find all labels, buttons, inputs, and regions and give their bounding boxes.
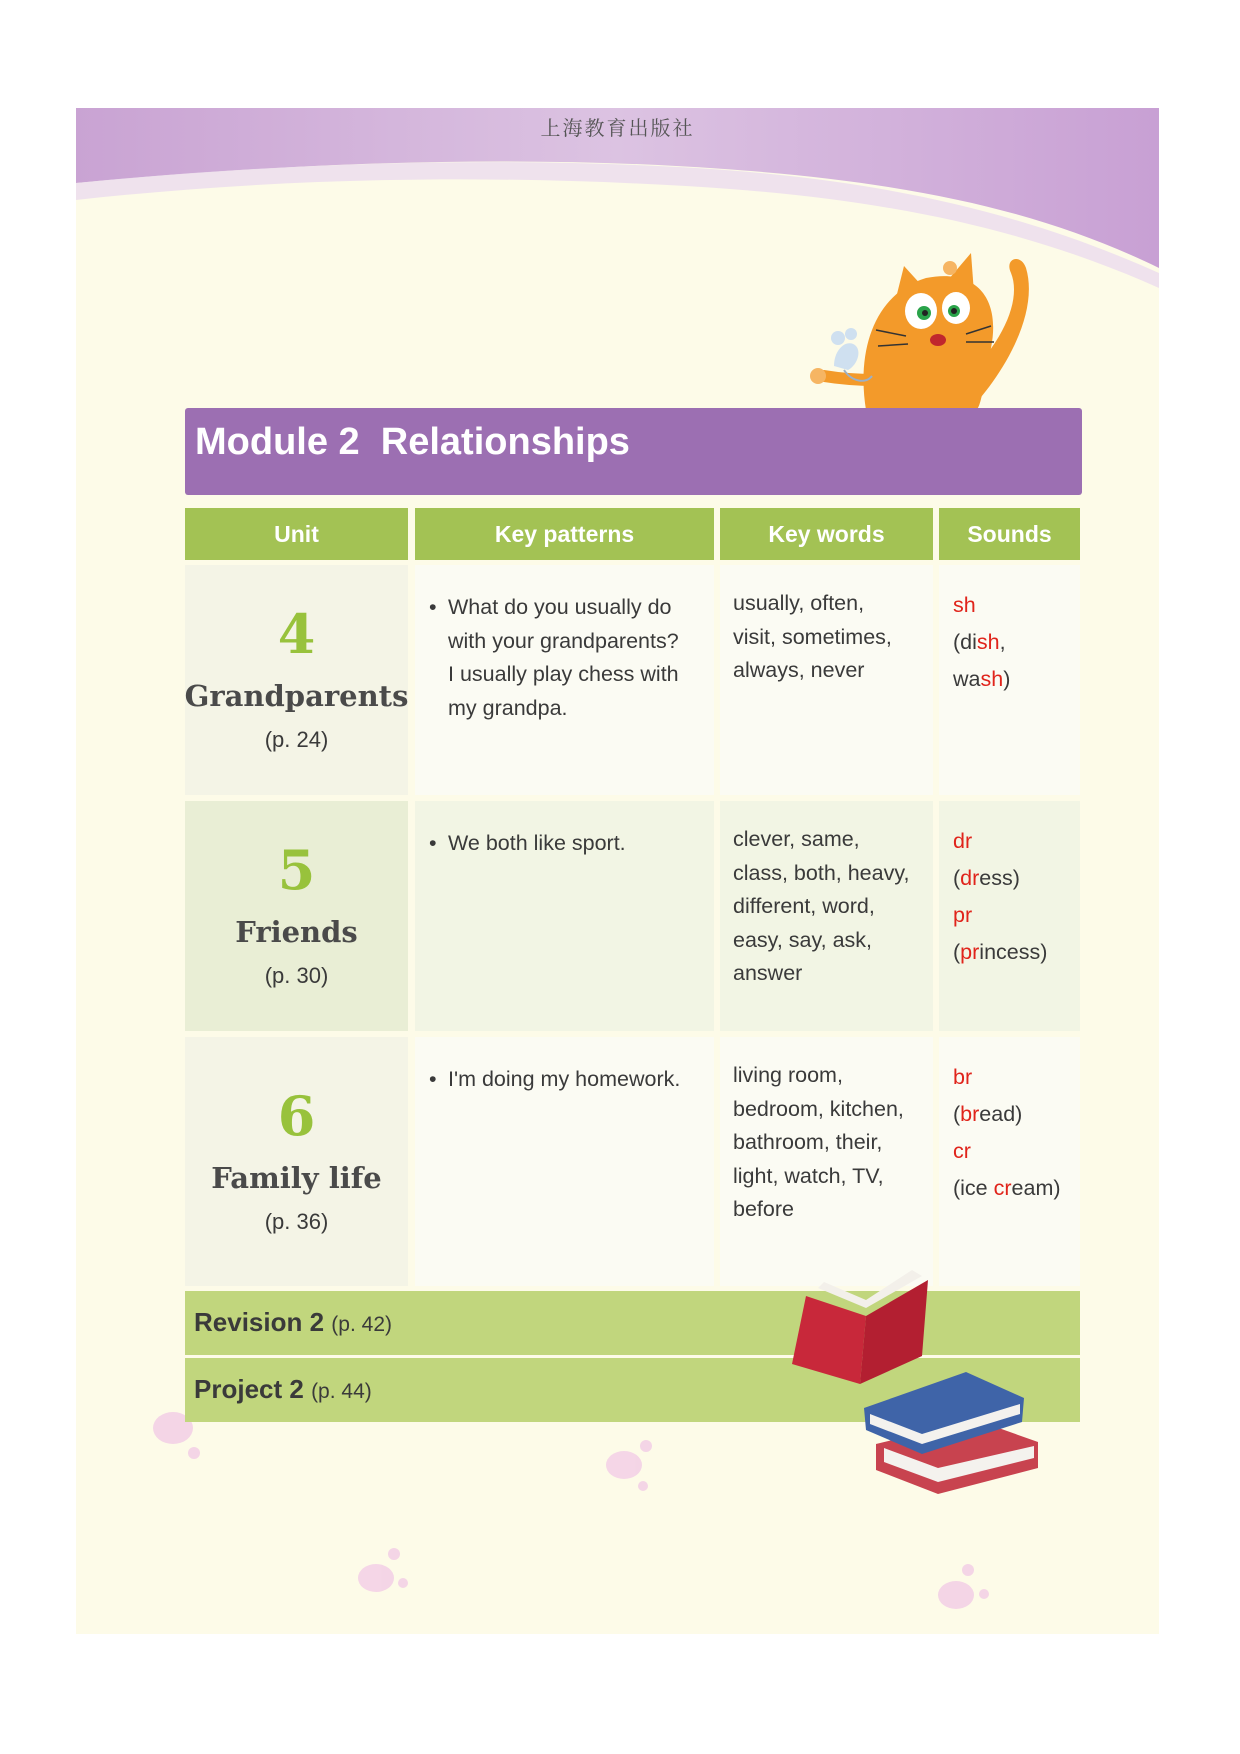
unit-number: 5 <box>277 838 316 902</box>
sound-key: pr <box>953 903 973 927</box>
page-background <box>76 108 1159 1634</box>
column-header-unit: Unit <box>185 508 408 560</box>
unit-page: (p. 30) <box>264 963 329 988</box>
module-title: Module 2 Relationships <box>195 421 630 463</box>
sound-key: cr <box>953 1139 971 1163</box>
bullet: • <box>429 595 437 619</box>
sound-example: (princess) <box>953 940 1048 964</box>
revision-label: Revision 2 (p. 42) <box>194 1307 392 1337</box>
key-words: living room, bedroom, kitchen, bathroom, their, light, watch, TV, before <box>733 1063 904 1221</box>
column-header-key-patterns: Key patterns <box>415 508 714 560</box>
key-pattern: • I'm doing my homework. <box>429 1063 710 1097</box>
unit-page: (p. 36) <box>264 1208 329 1234</box>
publisher-name: 上海教育出版社 <box>540 116 695 140</box>
key-pattern: • What do you usually do with your grandparents? I usually play chess with my grandpa. <box>429 591 710 725</box>
sound-key: br <box>953 1065 973 1089</box>
bullet: • <box>429 831 437 855</box>
sound-example: (bread) <box>953 1102 1023 1126</box>
sound-example: wash) <box>953 667 1011 691</box>
unit-name: Friends <box>235 915 358 949</box>
column-header-sounds: Sounds <box>939 508 1080 560</box>
sound-example: (dish, <box>953 630 1006 654</box>
key-pattern: • We both like sport. <box>429 827 710 861</box>
sound-example: (ice cream) <box>953 1176 1061 1200</box>
unit-page: (p. 24) <box>264 727 329 752</box>
bullet: • <box>429 1067 437 1091</box>
sound-key: dr <box>953 829 973 853</box>
unit-name: Family life <box>211 1160 382 1195</box>
unit-number: 6 <box>277 1083 316 1148</box>
sound-example: (dress) <box>953 866 1020 890</box>
unit-name: Grandparents <box>184 679 409 713</box>
sound-key: sh <box>953 593 976 617</box>
unit-number: 4 <box>277 602 316 666</box>
books-illustration <box>76 108 1159 1634</box>
key-words: clever, same, class, both, heavy, different, word, easy, say, ask, answer <box>733 827 910 985</box>
key-words: usually, often, visit, sometimes, always, never <box>733 591 892 682</box>
project-label: Project 2 (p. 44) <box>194 1374 372 1404</box>
column-header-key-words: Key words <box>720 508 933 560</box>
